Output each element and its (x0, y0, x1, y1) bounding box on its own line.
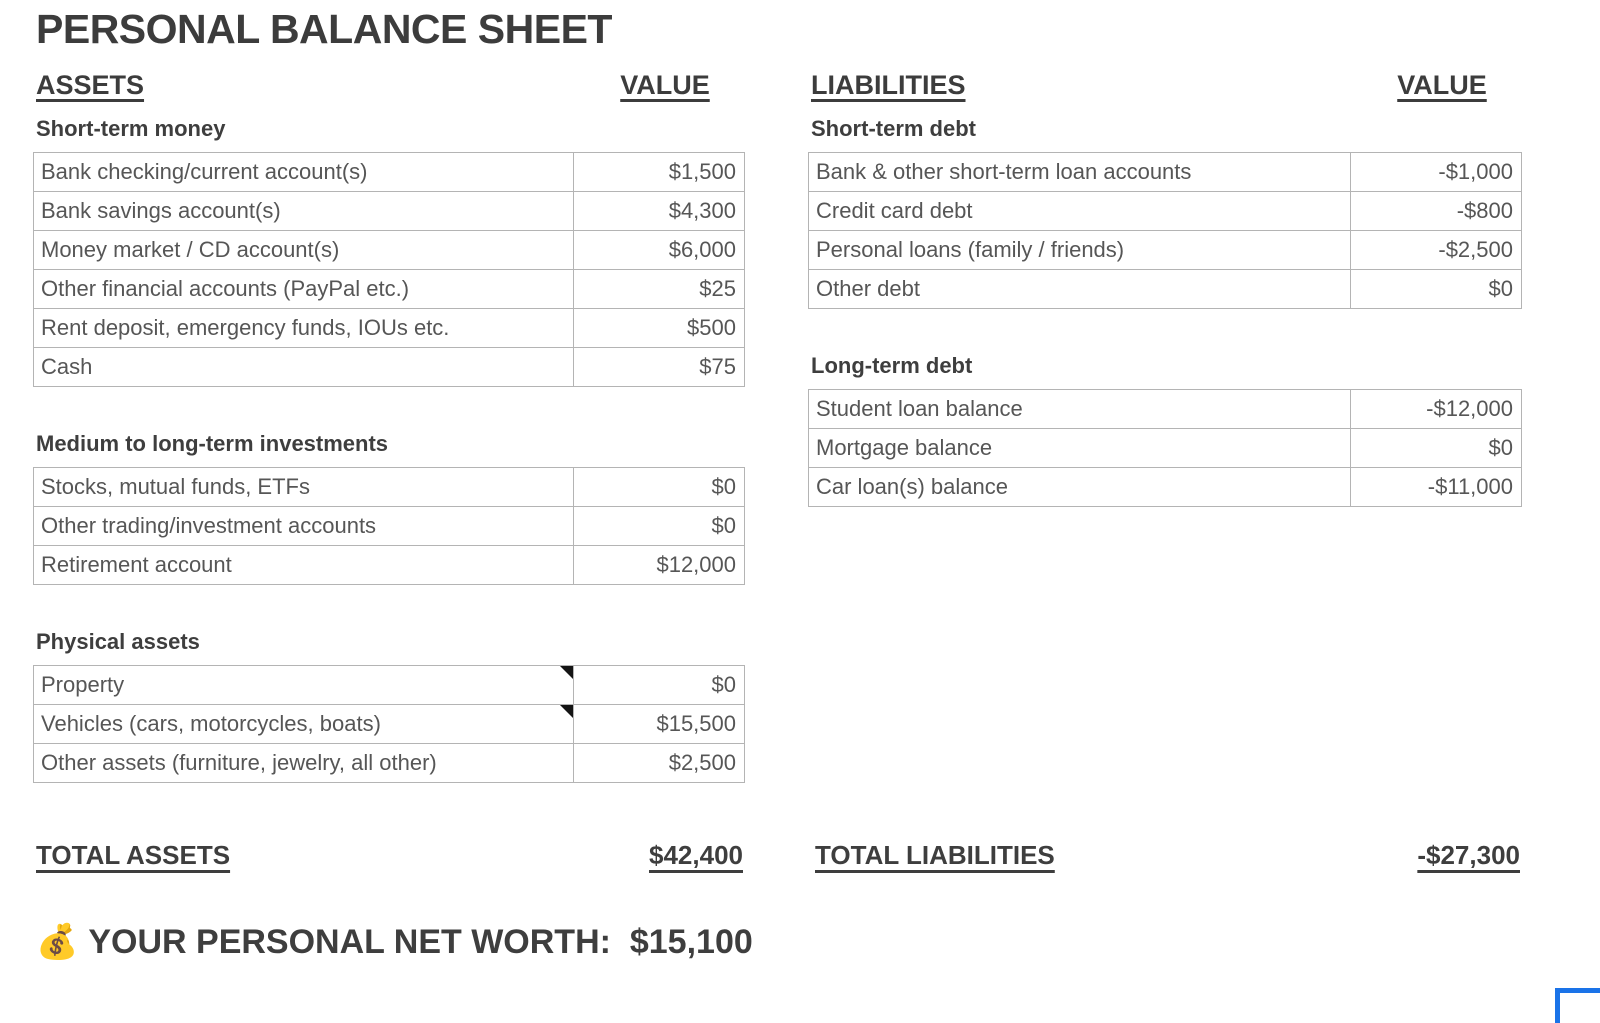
item-label-cell[interactable]: Student loan balance (809, 390, 1351, 429)
section-title: Long-term debt (811, 353, 973, 378)
liabilities-column (808, 70, 1522, 551)
item-value-cell[interactable]: $75 (574, 348, 745, 387)
section-title: Physical assets (36, 629, 200, 654)
assets-table (33, 467, 745, 585)
table-row (809, 270, 1522, 309)
item-value-cell[interactable]: $15,500 (574, 705, 745, 744)
liabilities-value-header: VALUE (1397, 70, 1487, 100)
item-value-cell[interactable]: $0 (574, 468, 745, 507)
item-value-cell[interactable]: $0 (574, 507, 745, 546)
table-row (809, 192, 1522, 231)
liabilities-table (808, 389, 1522, 507)
assets-header-row (33, 70, 745, 116)
table-row (34, 348, 745, 387)
liabilities-section (808, 116, 1522, 309)
item-value-cell[interactable]: -$2,500 (1351, 231, 1522, 270)
assets-value-header: VALUE (620, 70, 710, 100)
item-label-cell[interactable]: Bank & other short-term loan accounts (809, 153, 1351, 192)
item-value-cell[interactable]: -$11,000 (1351, 468, 1522, 507)
assets-column (33, 70, 745, 827)
total-assets-value: $42,400 (649, 840, 743, 870)
assets-section (33, 431, 745, 585)
total-liabilities-label: TOTAL LIABILITIES (815, 840, 1055, 870)
item-value-cell[interactable]: $0 (1351, 429, 1522, 468)
table-row (809, 468, 1522, 507)
page-title: PERSONAL BALANCE SHEET (36, 6, 612, 52)
item-value-cell[interactable]: $0 (1351, 270, 1522, 309)
item-label-cell[interactable]: Cash (34, 348, 574, 387)
table-row (34, 270, 745, 309)
table-row (809, 390, 1522, 429)
assets-table (33, 665, 745, 783)
liabilities-header: LIABILITIES (811, 70, 966, 100)
item-value-cell[interactable]: -$1,000 (1351, 153, 1522, 192)
net-worth-label: YOUR PERSONAL NET WORTH: (88, 923, 611, 961)
item-value-cell[interactable]: $1,500 (574, 153, 745, 192)
item-label-cell[interactable]: Credit card debt (809, 192, 1351, 231)
table-row (34, 309, 745, 348)
item-value-cell[interactable]: $2,500 (574, 744, 745, 783)
item-label-cell[interactable]: Vehicles (cars, motorcycles, boats) (34, 705, 574, 744)
table-row (34, 666, 745, 705)
assets-table (33, 152, 745, 387)
item-label-cell[interactable]: Other financial accounts (PayPal etc.) (34, 270, 574, 309)
item-label-cell[interactable]: Money market / CD account(s) (34, 231, 574, 270)
table-row (34, 546, 745, 585)
section-title: Medium to long-term investments (36, 431, 389, 456)
table-row (809, 153, 1522, 192)
assets-section (33, 629, 745, 783)
item-value-cell[interactable]: -$12,000 (1351, 390, 1522, 429)
item-label-cell[interactable]: Bank checking/current account(s) (34, 153, 574, 192)
section-title: Short-term money (36, 116, 226, 141)
item-label-cell[interactable]: Other debt (809, 270, 1351, 309)
total-assets-row (36, 840, 743, 871)
table-row (34, 744, 745, 783)
assets-header: ASSETS (36, 70, 145, 100)
item-value-cell[interactable]: $500 (574, 309, 745, 348)
assets-section (33, 116, 745, 387)
liabilities-table (808, 152, 1522, 309)
item-label-cell[interactable]: Property (34, 666, 574, 705)
item-label-cell[interactable]: Bank savings account(s) (34, 192, 574, 231)
item-value-cell[interactable]: -$800 (1351, 192, 1522, 231)
liabilities-header-row (808, 70, 1522, 116)
table-row (34, 231, 745, 270)
item-label-cell[interactable]: Retirement account (34, 546, 574, 585)
item-value-cell[interactable]: $0 (574, 666, 745, 705)
table-row (34, 468, 745, 507)
table-row (809, 231, 1522, 270)
total-liabilities-row (815, 840, 1520, 871)
total-assets-label: TOTAL ASSETS (36, 840, 231, 870)
item-label-cell[interactable]: Rent deposit, emergency funds, IOUs etc. (34, 309, 574, 348)
table-row (34, 153, 745, 192)
table-row (809, 429, 1522, 468)
money-bag-icon: 💰 (36, 923, 79, 961)
item-value-cell[interactable]: $6,000 (574, 231, 745, 270)
total-liabilities-value: -$27,300 (1417, 840, 1520, 870)
section-title: Short-term debt (811, 116, 976, 141)
net-worth-row (36, 922, 753, 962)
assets-sections (33, 116, 745, 783)
item-label-cell[interactable]: Other assets (furniture, jewelry, all other) (34, 744, 574, 783)
item-value-cell[interactable]: $12,000 (574, 546, 745, 585)
item-label-cell[interactable]: Mortgage balance (809, 429, 1351, 468)
net-worth-spacer (611, 923, 630, 961)
liabilities-section (808, 353, 1522, 507)
net-worth-value: $15,100 (629, 923, 753, 961)
item-label-cell[interactable]: Stocks, mutual funds, ETFs (34, 468, 574, 507)
item-label-cell[interactable]: Other trading/investment accounts (34, 507, 574, 546)
table-row (34, 507, 745, 546)
note-marker-icon (560, 705, 573, 718)
item-value-cell[interactable]: $25 (574, 270, 745, 309)
table-row (34, 705, 745, 744)
item-label-cell[interactable]: Personal loans (family / friends) (809, 231, 1351, 270)
liabilities-sections (808, 116, 1522, 507)
item-value-cell[interactable]: $4,300 (574, 192, 745, 231)
note-marker-icon (560, 666, 573, 679)
item-label-cell[interactable]: Car loan(s) balance (809, 468, 1351, 507)
active-cell-selection-corner (1555, 988, 1600, 1023)
table-row (34, 192, 745, 231)
